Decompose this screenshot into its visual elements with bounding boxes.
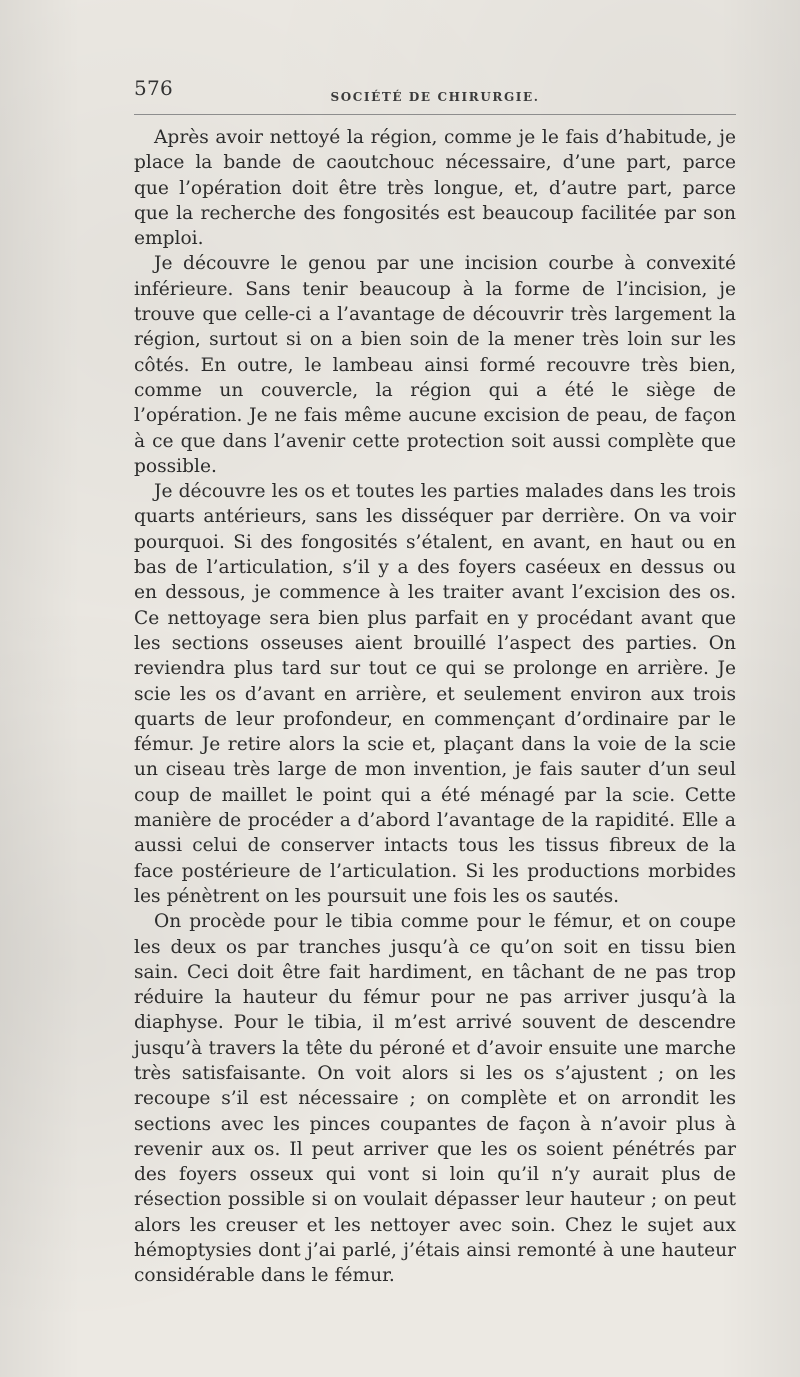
paragraph: On procède pour le tibia comme pour le fémur, et on coupe les deux os par tranches jusqu’à ce qu’on soit en tissu bien sain. Ceci doit être fait hardiment, en tâchant de ne pas trop réduire la hauteur du fémur pour ne pas arriver jusqu’à la diaphyse. Pour le tibia, il m’est arrivé souvent de descendre jusqu’à travers la tête du péroné et d’avoir ensuite une marche très satisfaisante. On voit alors si les os s’ajustent ; on les recoupe s’il est nécessaire ; on complète et on arrondit les sections avec les pinces coupantes de façon à n’avoir plus à revenir aux os. Il peut arriver que les os soient pénétrés par des foyers osseux qui vont si loin qu’il n’y aurait plus de résection possible si on voulait dépasser leur hauteur ; on peut alors les creuser et les nettoyer avec soin. Chez le sujet aux hémoptysies dont j’ai parlé, j’étais ainsi remonté à une hauteur considérable dans le fémur. [134,911,736,1287]
paragraph: Je découvre les os et toutes les parties malades dans les trois quarts antérieurs, sans les disséquer par derrière. On va voir pourquoi. Si des fongosités s’étalent, en avant, en haut ou en bas de l’articulation, s’il y a des foyers caséeux en dessus ou en dessous, je commence à les traiter avant l’excision des os. Ce nettoyage sera bien plus parfait en y procédant avant que les sections osseuses aient brouillé l’aspect des parties. On reviendra plus tard sur tout ce qui se prolonge en arrière. Je scie les os d’avant en arrière, et seulement environ aux trois quarts de leur profondeur, en commençant d’ordinaire par le fémur. Je retire alors la scie et, plaçant dans la voie de la scie un ciseau très large de mon invention, je fais sauter d’un seul coup de maillet le point qui a été ménagé par la scie. Cette manière de procéder a d’abord l’avantage de la rapidité. Elle a aussi celui de conserver intacts tous les tissus fibreux de la face postérieure de l’articulation. Si les productions morbides les pénètrent on les poursuit une fois les os sautés. [134,481,736,907]
header-rule [134,114,736,115]
paragraph: Après avoir nettoyé la région, comme je le fais d’habitude, je place la bande de caoutchouc nécessaire, d’une part, parce que l’opération doit être très longue, et, d’autre part, parce que la recherche des fongosités est beaucoup facilitée par son emploi. [134,127,736,250]
running-head: SOCIÉTÉ DE CHIRURGIE. [330,90,540,104]
page-number: 576 [134,76,174,100]
page-header [134,76,736,116]
body-text [134,125,736,1289]
paragraph: Je découvre le genou par une incision courbe à convexité inférieure. Sans tenir beaucoup à la forme de l’incision, je trouve que celle-ci a l’avantage de découvrir très largement la région, surtout si on a bien soin de la mener très loin sur les côtés. En outre, le lambeau ainsi formé recouvre très bien, comme un couvercle, la région qui a été le siège de l’opération. Je ne fais même aucune excision de peau, de façon à ce que dans l’avenir cette protection soit aussi complète que possible. [134,253,736,477]
